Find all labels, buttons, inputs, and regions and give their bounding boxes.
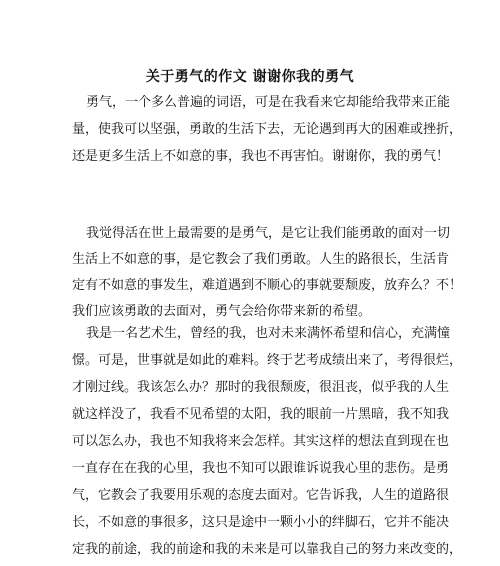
paragraph-line: 我是一名艺术生，曾经的我，也对未来满怀希望和信心，充满憧: [86, 326, 451, 341]
paragraph-line: 生活上不如意的事，是它教会了我们勇敢。人生的路很长，生活肯: [72, 252, 450, 267]
paragraph-line: 定我的前途，我的前途和我的未来是可以靠我自己的努力来改变的，: [72, 542, 463, 557]
paragraph-line: 可以怎么办，我也不知我将来会怎样。其实这样的想法直到现在也: [72, 434, 450, 449]
paragraph-line: 憬。可是，世事就是如此的难料。终于艺考成绩出来了，考得很烂，: [72, 353, 463, 368]
paragraph-line: 一直存在在我的心里，我也不知可以跟谁诉说我心里的悲伤。是勇: [72, 461, 450, 476]
paragraph-line: 量，使我可以坚强，勇敢的生活下去，无论遇到再大的困难或挫折，: [72, 122, 463, 137]
paragraph-line: 长，不如意的事很多，这只是途中一颗小小的绊脚石，它并不能决: [72, 515, 450, 530]
document-title: 关于勇气的作文 谢谢你我的勇气: [145, 69, 355, 85]
paragraph-line: 才刚过线。我该怎么办？那时的我很颓废，很沮丧，似乎我的人生: [72, 380, 450, 395]
paragraph-line: 我觉得活在世上最需要的是勇气，是它让我们能勇敢的面对一切: [86, 226, 451, 241]
paragraph-line: 还是更多生活上不如意的事，我也不再害怕。谢谢你，我的勇气！: [72, 149, 450, 164]
paragraph-line: 气，它教会了我要用乐观的态度去面对。它告诉我，人生的道路很: [72, 488, 450, 503]
paragraph-line: 定有不如意的事发生，难道遇到不顺心的事就要颓废，放弃么？不！: [72, 278, 463, 293]
paragraph-line: 我们应该勇敢的去面对，勇气会给你带来新的希望。: [72, 304, 372, 319]
paragraph-line: 就这样没了，我看不见希望的太阳，我的眼前一片黑暗，我不知我: [72, 407, 450, 422]
paragraph-line: 勇气，一个多么普遍的词语，可是在我看来它却能给我带来正能: [86, 95, 451, 110]
